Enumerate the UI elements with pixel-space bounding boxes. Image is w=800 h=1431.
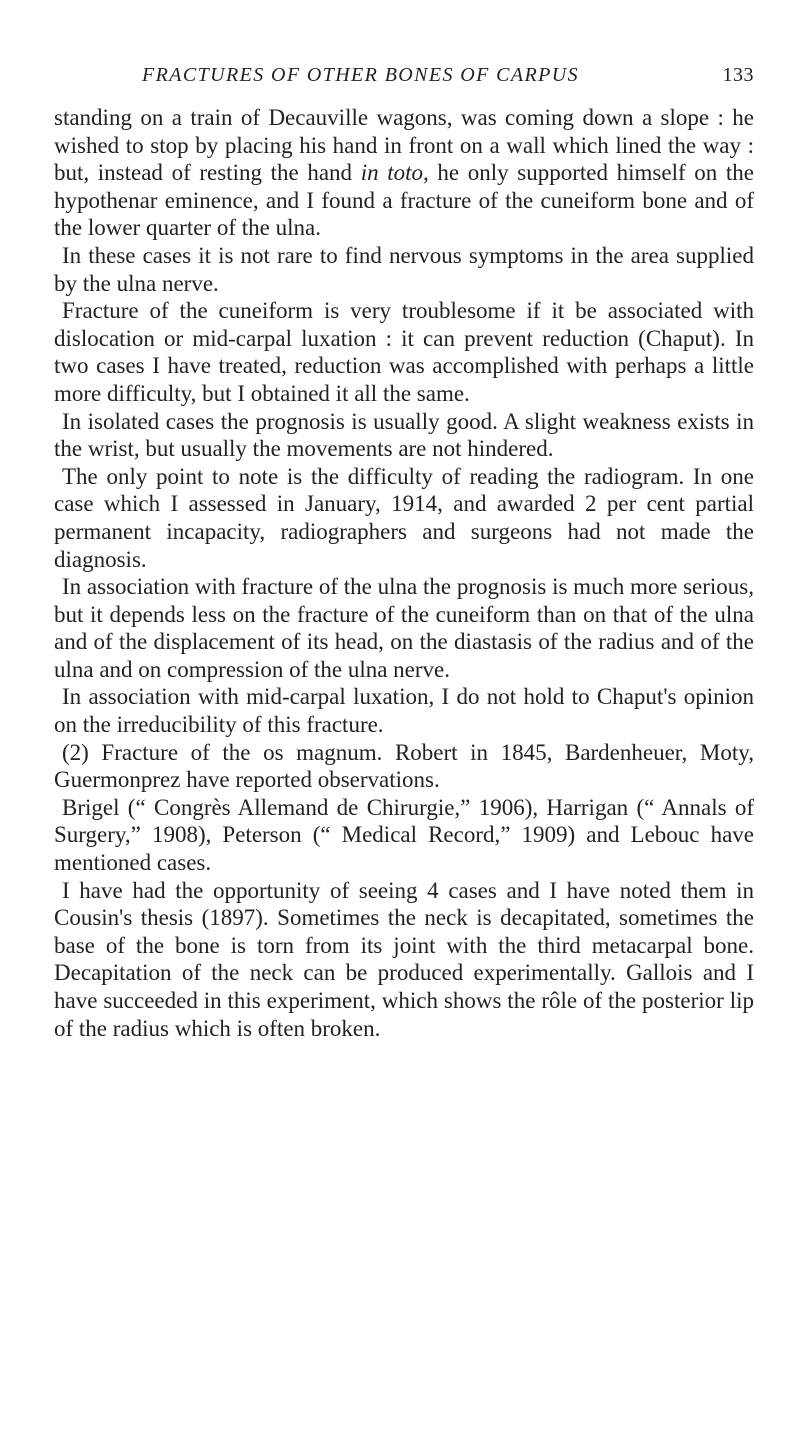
paragraph-continuation — [54, 104, 754, 242]
paragraph: Fracture of the cuneiform is very troublesome if it be associated with dislocation or mid-carpal luxation : it can prevent reduction (Chaput). In two cases I have treated, reduction was accomplished with perhaps a little more difficulty, but I obtained it all the same. — [54, 298, 754, 406]
page-number: 133 — [722, 64, 754, 86]
paragraph: Brigel (“ Congrès Allemand de Chirurgie,” 1906), Harrigan (“ Annals of Surgery,” 1908), Peterson (“ Medical Record,” 1909) and Lebouc have mentioned cases. — [54, 794, 754, 876]
paragraph: In association with fracture of the ulna the prognosis is much more serious, but it depends less on the fracture of the cuneiform than on that of the ulna and of the displacement of its head, on the diastasis of the radius and of the ulna and on compression of the ulna nerve. — [54, 574, 754, 682]
body-text — [54, 104, 754, 1042]
paragraph: In these cases it is not rare to find nervous symptoms in the area supplied by the ulna nerve. — [54, 242, 754, 296]
paragraph: (2) Fracture of the os magnum. Robert in 1845, Bardenheuer, Moty, Guermonprez have reported observations. — [54, 739, 754, 793]
running-head — [142, 64, 754, 104]
paragraph: I have had the opportunity of seeing 4 cases and I have noted them in Cousin's thesis (1897). Sometimes the neck is decapitated, sometimes the base of the bone is torn from its joint with the third metacarpal bone. Decapitation of the neck can be produced experimentally. Gallois and I have succeeded in this experiment, which shows the rôle of the posterior lip of the radius which is often broken. — [54, 877, 754, 1041]
italic-phrase: in toto, — [360, 160, 429, 186]
book-page — [54, 64, 754, 1042]
paragraph-text-end: he only supported himself on the hypothenar eminence, and I found a fracture of the cuneiform bone and of the lower quarter of the ulna. — [54, 160, 754, 241]
paragraph: In association with mid-carpal luxation, I do not hold to Chaput's opinion on the irreducibility of this fracture. — [54, 684, 754, 738]
paragraph: In isolated cases the prognosis is usually good. A slight weakness exists in the wrist, but usually the movements are not hindered. — [54, 408, 754, 462]
paragraph-text-start: standing on a train of Decauville wagons, was coming down a slope : he wished to stop by placing his hand in front on a wall which lined the way : but, instead of resting the hand — [54, 105, 754, 186]
paragraph: The only point to note is the difficulty of reading the radiogram. In one case which I assessed in January, 1914, and awarded 2 per cent partial permanent incapacity, radiographers and surgeons had not made the diagnosis. — [54, 463, 754, 572]
running-title: FRACTURES OF OTHER BONES OF CARPUS — [142, 64, 580, 86]
